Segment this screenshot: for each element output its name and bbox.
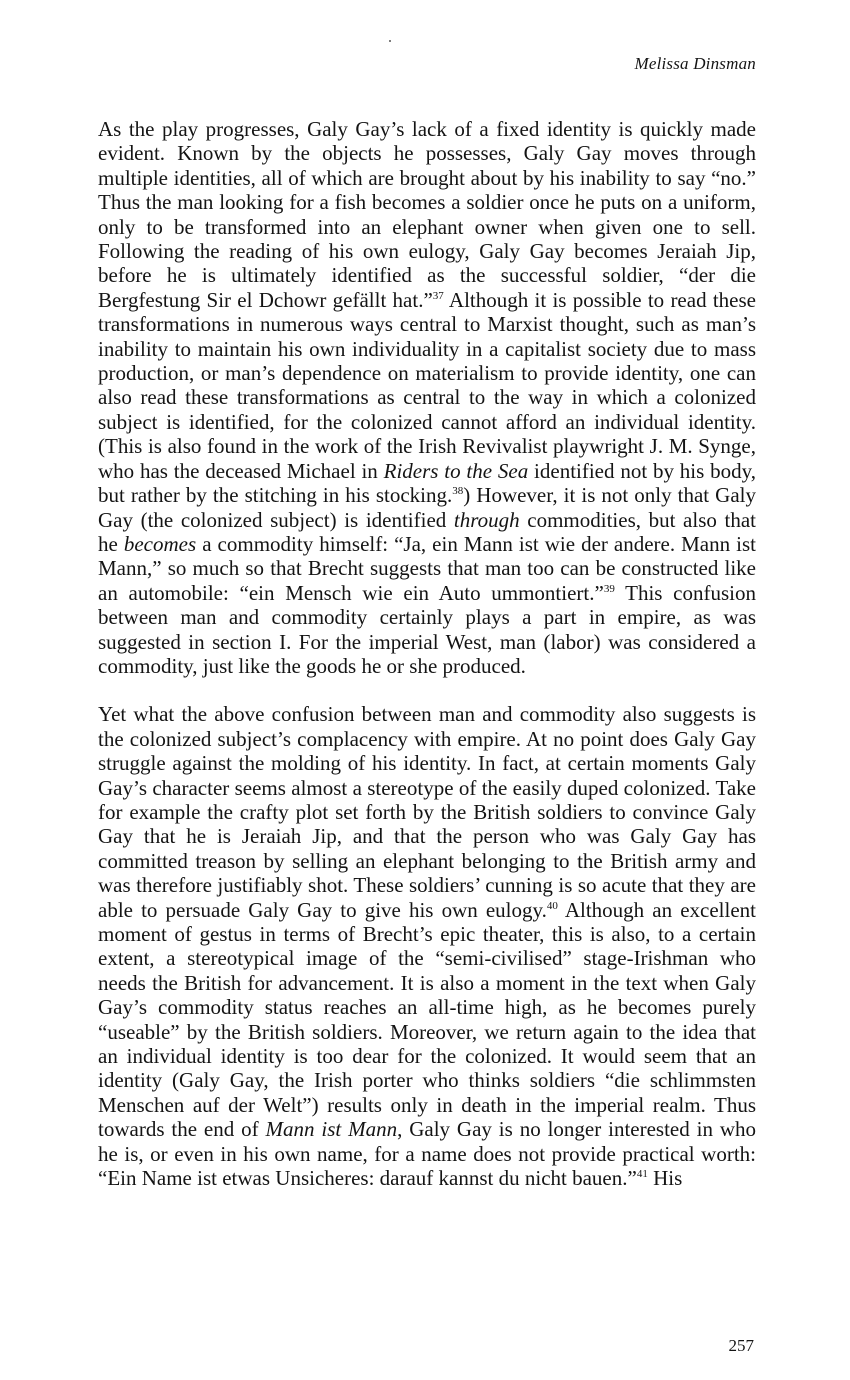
paragraph-2 [98, 702, 756, 1190]
p1-text-3: identified not by his body, but rather by the stitching in his stocking. [98, 458, 756, 508]
paragraph-1 [98, 117, 756, 678]
p2-text-4: His [647, 1166, 683, 1191]
p1-text-5: commodities, but also that he [98, 507, 756, 556]
footnote-ref-37[interactable]: 37 [432, 289, 444, 302]
footnote-ref-40[interactable]: 40 [546, 899, 558, 912]
p1-text-4: ) However, it is not only that Galy Gay (the colonized subject) is identified [98, 483, 756, 532]
footnote-ref-38[interactable]: 38 [452, 485, 464, 498]
p1-text-7: This confusion between man and commodity certainly plays a part in empire, as was suggested in section I. For the imperial West, man (labor) was considered a commodity, just like the goods he or she produced. [98, 580, 756, 678]
p2-text-1: Yet what the above confusion between man and commodity also suggests is the colonized subject’s complacency with empire. At no point does Galy Gay struggle against the molding of his identity. In fact, at certain moments Galy Gay’s character seems almost a stereotype of the easily duped colonized. Take for example the crafty plot set forth by the British soldiers to convince Galy Gay that he is Jeraiah Jip, and that the person who was Galy Gay has committed treason by selling an elephant belonging to the British army and was therefore justifiably shot. These soldiers’ cunning is so acute that they are able to persuade Galy Gay to give his own eulogy. [98, 702, 756, 922]
emphasis-becomes: becomes [123, 531, 197, 556]
page-number: 257 [728, 1336, 754, 1355]
p1-text-2: Although it is possible to read these transformations in numerous ways central to Marxist thought, such as man’s inability to maintain his own individuality in a capitalist society due to mass production, or man’s dependence on materialism to provide identity, one can also read these transformations as central to the way in which a colonized subject is identified, for the colonized cannot afford an individual identity. (This is also found in the work of the Irish Revivalist playwright J. M. Synge, who has the deceased Michael in [98, 287, 756, 483]
running-header-author: Melissa Dinsman [634, 54, 756, 73]
p2-text-3: , Galy Gay is no longer interested in who he is, or even in his own name, for a name does not provide practical worth: “Ein Name ist etwas Unsicheres: darauf kannst du nicht bauen.” [98, 1117, 756, 1191]
p2-text-2: Although an excellent moment of gestus in terms of Brecht’s epic theater, this is also, to a certain extent, a stereotypical image of the “semi-civilised” stage-Irishman who needs the British for advancement. It is also a moment in the text when Galy Gay’s commodity status reaches an all-time high, as he becomes purely “useable” by the British soldiers. Moreover, we return again to the idea that an individual identity is too dear for the colonized. It would seem that an identity (Galy Gay, the Irish porter who thinks soldiers “die schlimmsten Menschen auf der Welt”) results only in death in the imperial realm. Thus towards the end of [98, 897, 756, 1142]
p1-text-6: a commodity himself: “Ja, ein Mann ist wie der andere. Mann ist Mann,” so much so that Brecht suggests that man too can be constructed like an automobile: “ein Mensch wie ein Auto ummontiert.” [98, 531, 756, 605]
emphasis-through: through [453, 507, 520, 532]
scan-speck [389, 40, 391, 42]
footnote-ref-39[interactable]: 39 [603, 582, 615, 595]
footnote-ref-41[interactable]: 41 [636, 1168, 648, 1181]
title-mann-ist-mann: Mann ist Mann [265, 1117, 398, 1142]
title-riders-to-the-sea: Riders to the Sea [383, 458, 529, 483]
body-text [98, 117, 756, 1190]
p1-text-1: As the play progresses, Galy Gay’s lack of a fixed identity is quickly made evident. Known by the objects he possesses, Galy Gay moves through multiple identities, all of which are brought about by his inability to say “no.” Thus the man looking for a fish becomes a soldier once he puts on a uniform, only to be transformed into an elephant owner when given one to sell. Following the reading of his own eulogy, Galy Gay becomes Jeraiah Jip, before he is ultimately identified as the successful soldier, “der die Bergfestung Sir el Dchowr gefällt hat.” [98, 117, 756, 312]
